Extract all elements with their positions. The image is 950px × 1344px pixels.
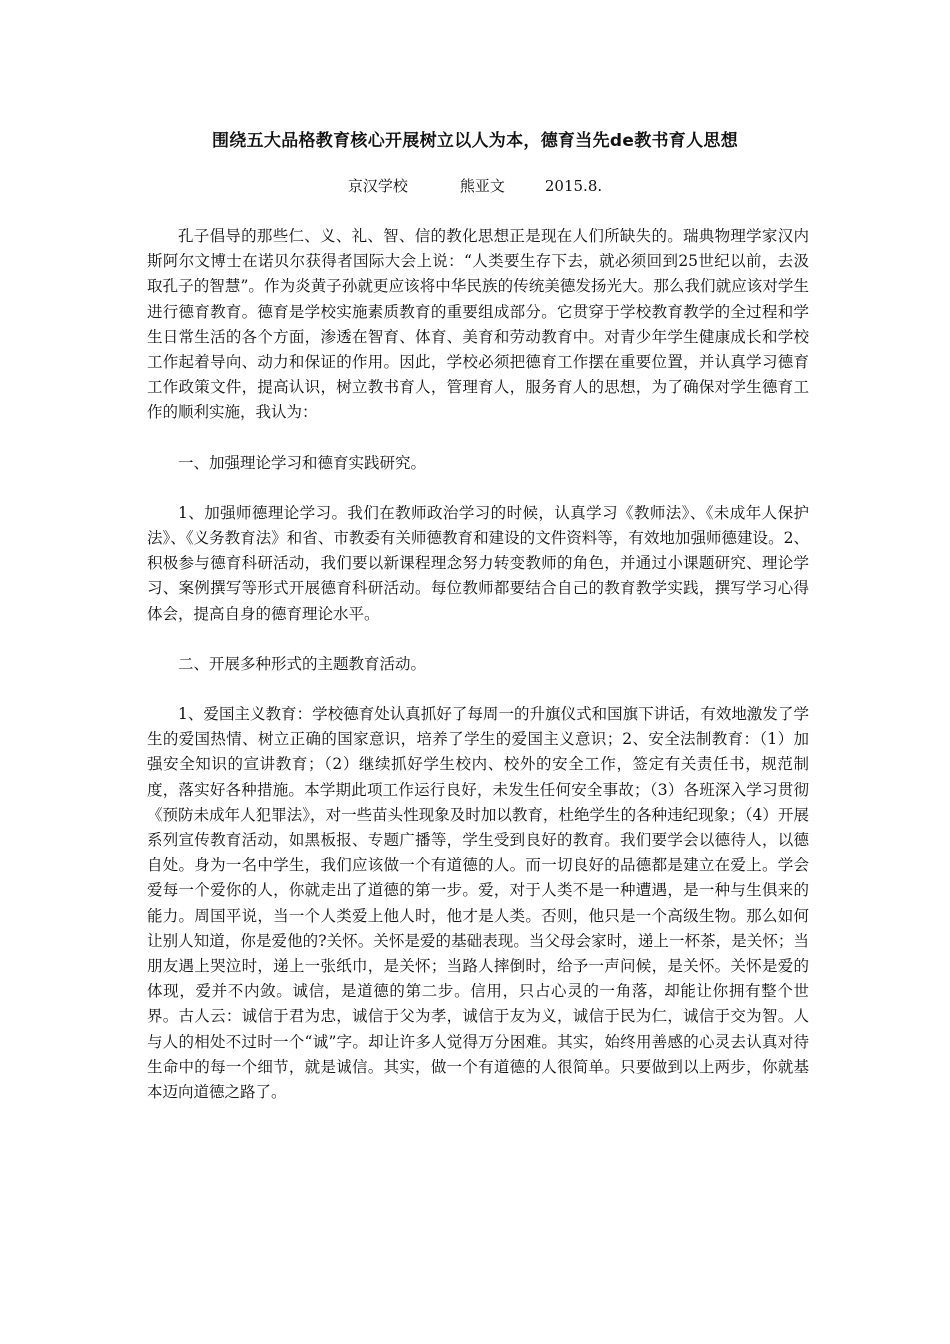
document-title: 围绕五大品格教育核心开展树立以人为本，德育当先de教书育人思想 [212,131,738,151]
document-body [147,224,809,1105]
section-heading-2: 二、开展多种形式的主题教育活动。 [178,654,427,673]
paragraph-section-1: 1、加强师德理论学习。我们在教师政治学习的时候，认真学习《教师法》、《未成年人保护法》、《义务教育法》和省、市教委有关师德教育和建设的文件资料等，有效地加强师德建设。2、积极参与德育科研活动，我们要以新课程理念努力转变教师的角色，并通过小课题研究、理论学习、案例撰写等形式开展德育科研活动。每位教师都要结合自己的教育教学实践，撰写学习心得体会，提高自身的德育理论水平。 [147,503,809,623]
section-heading-1: 一、加强理论学习和德育实践研究。 [178,453,427,472]
paragraph-section-2: 1、爱国主义教育：学校德育处认真抓好了每周一的升旗仪式和国旗下讲话，有效地激发了学生的爱国热情、树立正确的国家意识，培养了学生的爱国主义意识；2、安全法制教育：（1）加强安全知识的宣讲教育；（2）继续抓好学生校内、校外的安全工作，签定有关责任书，规范制度，落实好各种措施。本学期此项工作运行良好，未发生任何安全事故；（3）各班深入学习贯彻《预防未成年人犯罪法》，对一些苗头性现象及时加以教育，杜绝学生的各种违纪现象；（4）开展系列宣传教育活动，如黑板报、专题广播等，学生受到良好的教育。我们要学会以德待人，以德自处。身为一名中学生，我们应该做一个有道德的人。而一切良好的品德都是建立在爱上。学会爱每一个爱你的人，你就走出了道德的第一步。爱，对于人类不是一种遭遇，是一种与生俱来的能力。周国平说，当一个人类爱上他人时，他才是人类。否则，他只是一个高级生物。那么如何让别人知道，你是爱他的?关怀。关怀是爱的基础表现。当父母会家时，递上一杯茶，是关怀；当朋友遇上哭泣时，递上一张纸巾，是关怀；当路人摔倒时，给予一声问候，是关怀。关怀是爱的体现，爱并不内敛。诚信，是道德的第二步。信用，只占心灵的一角落，却能让你拥有整个世界。古人云：诚信于君为忠，诚信于父为孝，诚信于友为义，诚信于民为仁，诚信于交为智。人与人的相处不过时一个“诚”字。却让许多人觉得万分困难。其实，始终用善感的心灵去认真对待生命中的每一个细节，就是诚信。其实，做一个有道德的人很简单。只要做到以上两步，你就基本迈向道德之路了。 [147,705,809,1102]
byline-date: 2015.8. [544,177,603,195]
paragraph-intro: 孔子倡导的那些仁、义、礼、智、信的教化思想正是现在人们所缺失的。瑞典物理学家汉内斯阿尔文博士在诺贝尔获得者国际大会上说：“人类要生存下去，就必须回到25世纪以前，去汲取孔子的智慧”。作为炎黄子孙就更应该将中华民族的传统美德发扬光大。那么我们就应该对学生进行德育教育。德育是学校实施素质教育的重要组成部分。它贯穿于学校教育教学的全过程和学生日常生活的各个方面，渗透在智育、体育、美育和劳动教育中。对青少年学生健康成长和学校工作起着导向、动力和保证的作用。因此，学校必须把德育工作摆在重要位置，并认真学习德育工作政策文件，提高认识，树立教书育人，管理育人，服务育人的思想，为了确保对学生德育工作的顺利实施，我认为： [147,227,809,422]
byline [0,175,950,196]
byline-author: 熊亚文 [459,177,505,195]
byline-school: 京汉学校 [347,177,408,195]
